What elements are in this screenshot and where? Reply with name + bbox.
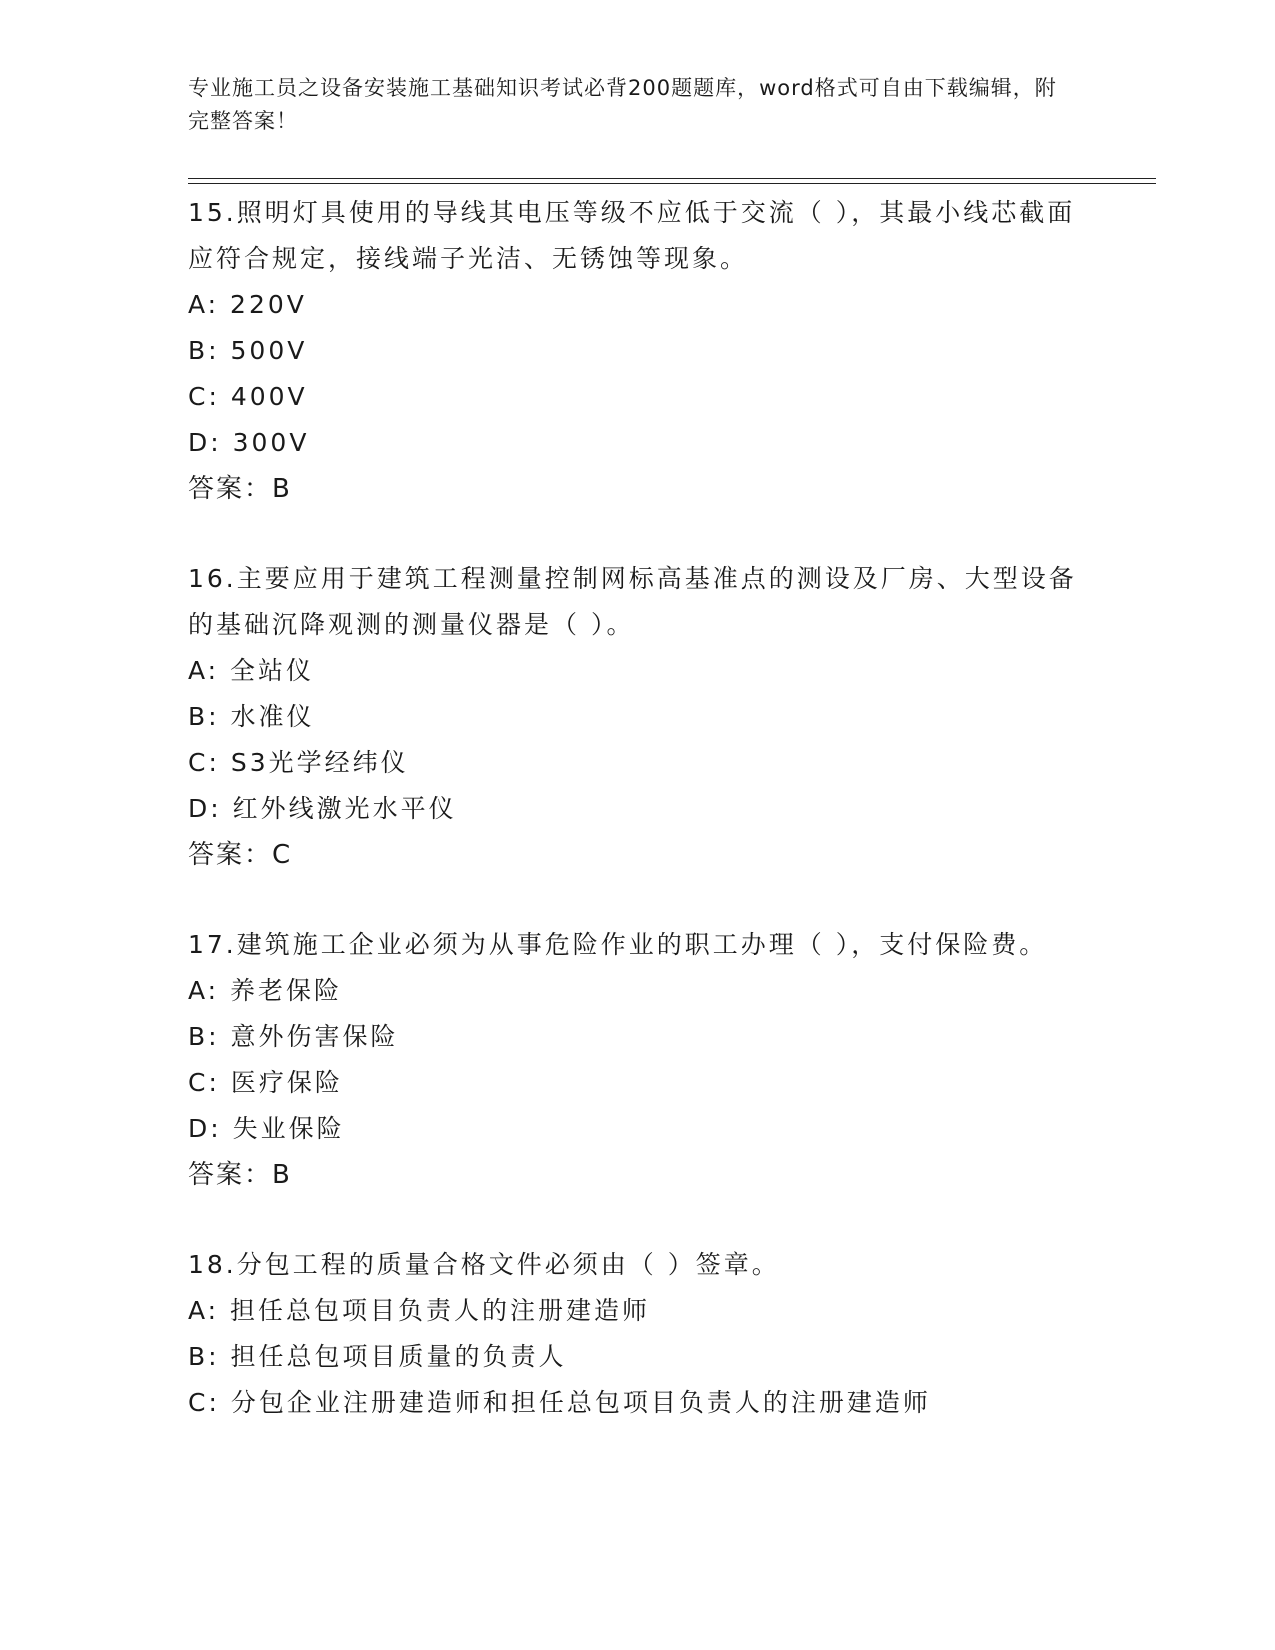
spacer [188, 878, 1088, 922]
option-d: D: 300V [188, 428, 310, 457]
option-c: C: 分包企业注册建造师和担任总包项目负责人的注册建造师 [188, 1388, 931, 1417]
option-c: C: 400V [188, 382, 308, 411]
spacer [188, 512, 1088, 556]
option-d: D: 失业保险 [188, 1114, 345, 1143]
option-b: B: 500V [188, 336, 308, 365]
question-18 [188, 1242, 1088, 1426]
option-c: C: 医疗保险 [188, 1068, 343, 1097]
option-a: A: 养老保险 [188, 976, 343, 1005]
question-list [188, 190, 1088, 1426]
answer: 答案：B [188, 474, 292, 504]
option-a: A: 担任总包项目负责人的注册建造师 [188, 1296, 651, 1325]
option-d: D: 红外线激光水平仪 [188, 794, 457, 823]
document-header [188, 72, 1068, 138]
header-text: 专业施工员之设备安装施工基础知识考试必背200题题库，word格式可自由下载编辑，附完整答案！ [188, 76, 1057, 133]
header-divider-bottom [188, 183, 1156, 184]
answer: 答案：C [188, 840, 293, 870]
question-stem: 15.照明灯具使用的导线其电压等级不应低于交流（ ），其最小线芯截面应符合规定，接线端子光洁、无锈蚀等现象。 [188, 198, 1076, 273]
question-stem: 18.分包工程的质量合格文件必须由（ ）签章。 [188, 1250, 780, 1279]
question-17 [188, 922, 1088, 1198]
header-divider-top [188, 178, 1156, 179]
question-16 [188, 556, 1088, 878]
option-b: B: 意外伤害保险 [188, 1022, 399, 1051]
option-a: A: 220V [188, 290, 307, 319]
option-c: C: S3光学经纬仪 [188, 748, 409, 777]
option-a: A: 全站仪 [188, 656, 315, 685]
spacer [188, 1198, 1088, 1242]
answer: 答案：B [188, 1160, 292, 1190]
question-stem: 16.主要应用于建筑工程测量控制网标高基准点的测设及厂房、大型设备的基础沉降观测的测量仪器是（ ）。 [188, 564, 1077, 639]
question-stem: 17.建筑施工企业必须为从事危险作业的职工办理（ ），支付保险费。 [188, 930, 1048, 959]
option-b: B: 担任总包项目质量的负责人 [188, 1342, 567, 1371]
question-15 [188, 190, 1088, 512]
option-b: B: 水准仪 [188, 702, 315, 731]
